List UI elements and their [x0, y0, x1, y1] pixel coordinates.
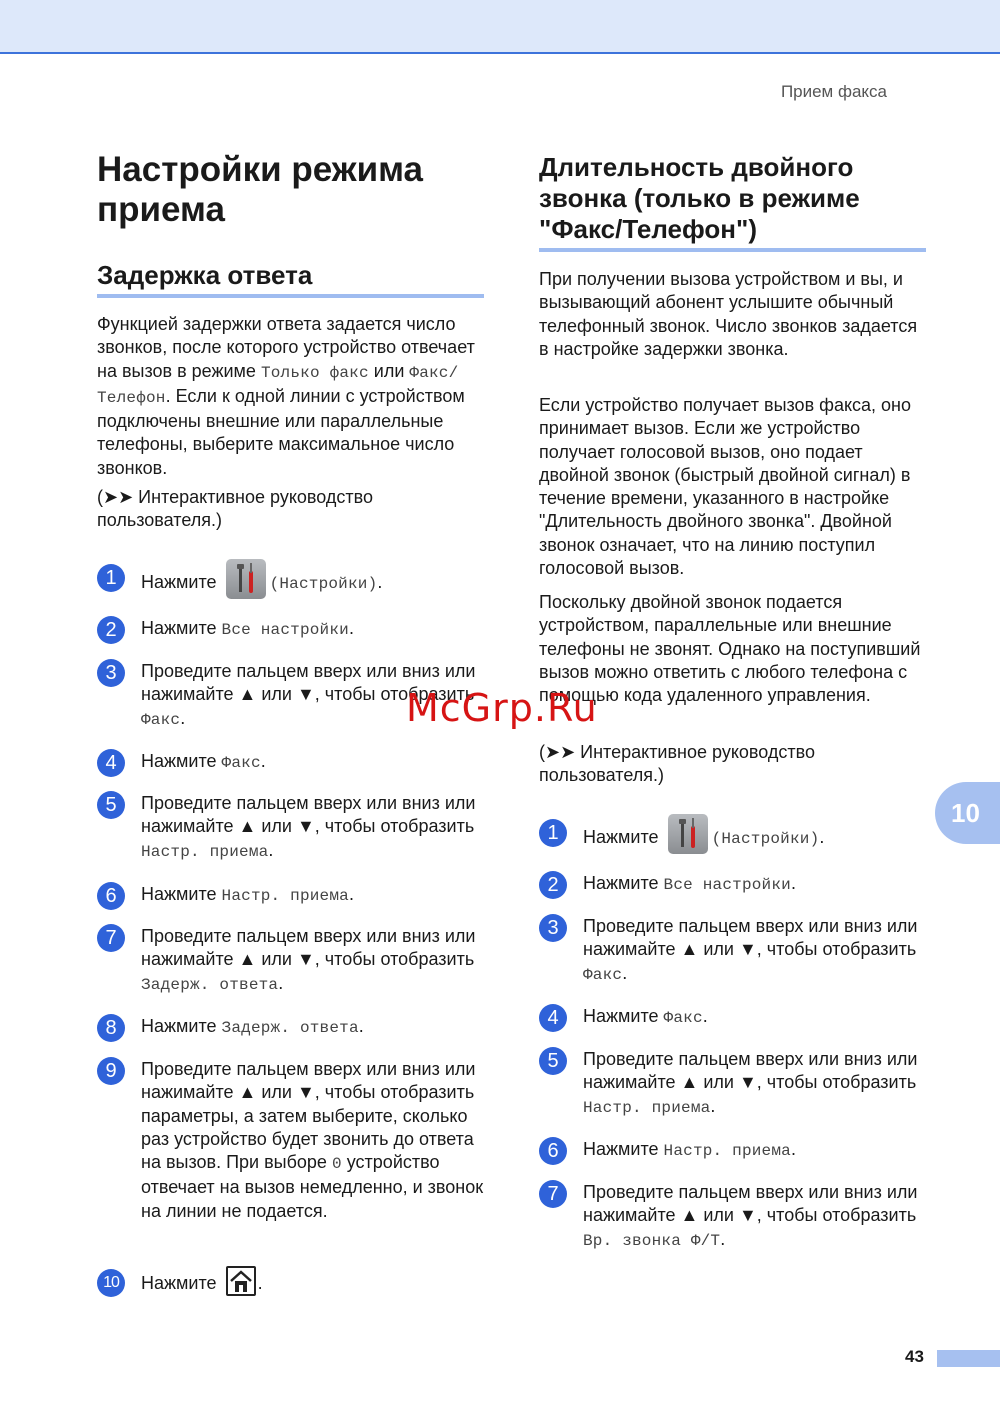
page-number: 43	[905, 1347, 924, 1366]
settings-tools-icon[interactable]	[226, 559, 266, 599]
step-number: 1	[97, 564, 125, 592]
page-title-line2: приема	[97, 190, 225, 229]
step-number: 7	[97, 924, 125, 952]
section-rule	[539, 248, 926, 252]
step-number: 3	[97, 659, 125, 687]
section-rule	[97, 294, 484, 298]
step-number: 5	[97, 791, 125, 819]
paragraph-2: Если устройство получает вызов факса, оно принимает вызов. Если же устройство получает голосовой вызов, оно подает двойной звонок (быстрый двойной сигнал) в течение времени, указанного в настройке "Длительность двойного звонка". Двойной звонок означает, что на линию поступил голосовой вызов.	[539, 395, 912, 579]
top-banner	[0, 0, 1000, 54]
chapter-tab: 10	[935, 782, 1000, 844]
home-icon[interactable]	[226, 1266, 256, 1296]
step-number: 2	[539, 871, 567, 899]
section-heading-double-ring: Длительность двойного звонка (только в режиме "Факс/Телефон")	[539, 152, 860, 244]
reference-link[interactable]: (➤➤ Интерактивное руководство пользователя.)	[97, 487, 374, 531]
step-number: 4	[97, 749, 125, 777]
step-number: 7	[539, 1180, 567, 1208]
section-heading-answer-delay: Задержка ответа	[97, 260, 313, 290]
reference-link[interactable]: (➤➤ Интерактивное руководство пользователя.)	[539, 742, 816, 786]
step-number: 9	[97, 1057, 125, 1085]
intro-paragraph: Функцией задержки ответа задается число звонков, после которого устройство отвечает на вызов в режиме Только факс или Факс/Телефон. Если к одной линии с устройством подключены внешние или параллельные телефоны, выберите максимальное число звонков.	[97, 314, 475, 478]
page-title	[97, 150, 423, 230]
step-number: 1	[539, 819, 567, 847]
step-number: 6	[539, 1137, 567, 1165]
step-number: 10	[97, 1269, 125, 1297]
running-header: Прием факса	[780, 82, 887, 101]
step-number: 3	[539, 914, 567, 942]
step-number: 2	[97, 616, 125, 644]
step-number: 6	[97, 882, 125, 910]
step-number: 8	[97, 1014, 125, 1042]
watermark: McGrp.Ru	[406, 686, 598, 730]
paragraph-3: Поскольку двойной звонок подается устройством, параллельные или внешние телефоны не звонят. Однако на поступивший вызов можно ответить с любого телефона с помощью кода удаленного управления.	[539, 592, 921, 706]
page-number-bar	[937, 1350, 1000, 1367]
paragraph-1: При получении вызова устройством и вы, и вызывающий абонент услышите обычный телефонный звонок. Число звонков задается в настройке задержки звонка.	[539, 269, 918, 359]
page-title-line1: Настройки режима	[97, 150, 423, 189]
step-number: 4	[539, 1004, 567, 1032]
settings-tools-icon[interactable]	[668, 814, 708, 854]
step-number: 5	[539, 1047, 567, 1075]
